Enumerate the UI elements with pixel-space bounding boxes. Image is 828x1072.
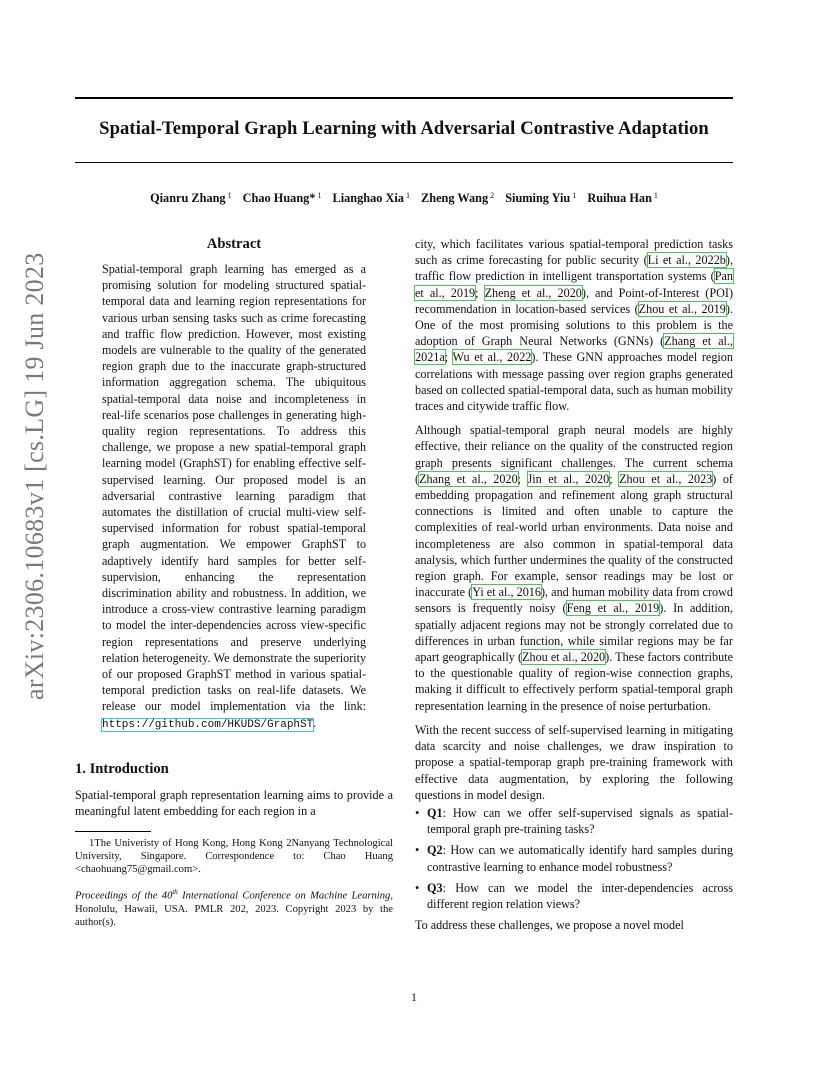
citation-link[interactable]: Zhou et al., 2020 bbox=[522, 650, 606, 665]
citation-link[interactable]: Zhang et al., 2020 bbox=[419, 471, 518, 486]
title-top-rule bbox=[75, 97, 733, 99]
question-list bbox=[415, 805, 733, 912]
list-item: • Q3: How can we model the inter-dependencies across different region relation views? bbox=[415, 880, 733, 912]
affiliation-footnote: 1The Univeristy of Hong Kong, Hong Kong 2Nanyang Technological University, Singapore. Correspondence to: Chao Huang <chaohuang75@gmail.com>. bbox=[75, 838, 393, 876]
abstract-heading: Abstract bbox=[206, 236, 262, 252]
citation-link[interactable]: Zhou et al., 2019 bbox=[638, 301, 726, 316]
left-column bbox=[75, 236, 393, 929]
citation-link[interactable]: Zheng et al., 2020 bbox=[484, 285, 582, 300]
author-list bbox=[75, 191, 733, 206]
section-heading-introduction: 1. Introduction bbox=[75, 760, 169, 777]
list-item: • Q1: How can we offer self-supervised signals as spatial-temporal graph pre-training tasks? bbox=[415, 805, 733, 837]
paper-title: Spatial-Temporal Graph Learning with Adversarial Contrastive Adaptation bbox=[99, 118, 709, 139]
arxiv-stamp: arXiv:2306.10683v1 [cs.LG] 19 Jun 2023 bbox=[20, 252, 49, 700]
author: Siuming Yiu $^1$ bbox=[505, 191, 577, 205]
footnote-rule bbox=[75, 831, 151, 832]
intro-paragraph-continued: city, which facilitates various spatial-temporal prediction tasks such as crime forecasting for public security (Li et al., 2022b), traffic flow prediction in intelligent transportation systems (Pan et al., 2019; Zheng et al., 2020), and Point-of-Interest (POI) recommendation in location-based services (Zhou et al., 2019). One of the most promising solutions to this problem is the adoption of Graph Neural Networks (GNNs) (Zhang et al., 2021a; Wu et al., 2022). These GNN approaches model region correlations with message passing over region graphs generated based on collected spatial-temporal data, such as human mobility traces and citywide traffic flow. bbox=[415, 237, 734, 414]
author: Ruihua Han $^1$ bbox=[587, 191, 658, 205]
github-link[interactable]: https://github.com/HKUDS/GraphST bbox=[102, 718, 314, 731]
proceedings-note: Proceedings of the 40th International Conference on Machine Learning, Honolulu, Hawaii, USA. PMLR 202, 2023. Copyright 2023 by the author(s). bbox=[75, 888, 393, 928]
author: Chao Huang* $^1$ bbox=[242, 191, 322, 205]
citation-link[interactable]: Jin et al., 2020 bbox=[527, 471, 610, 486]
intro-paragraph: Spatial-temporal graph representation learning aims to provide a meaningful latent embedding for each region in a bbox=[75, 787, 393, 819]
proposal-paragraph: To address these challenges, we propose a novel model bbox=[415, 918, 684, 933]
right-column bbox=[415, 236, 733, 933]
citation-link[interactable]: Wu et al., 2022 bbox=[452, 350, 532, 365]
challenges-paragraph: Although spatial-temporal graph neural models are highly effective, their reliance on the quality of the constructed region graph presents significant challenges. The current schema (Zhang et al., 2020; Jin et al., 2020; Zhou et al., 2023) of embedding propagation and refinement along graph structural connections is limited and often unable to capture the complexities of real-world urban environments. Data noise and incompleteness are also common in spatial-temporal data analysis, which further undermines the quality of the constructed region graph. For example, sensor readings may be lost or inaccurate (Yi et al., 2016), and human mobility data from crowd sensors is frequently noisy (Feng et al., 2019). In addition, spatially adjacent regions may not be strongly correlated due to differences in urban function, while similar regions may be far apart geographically (Zhou et al., 2020). These factors contribute to the questionable quality of region-wise connection graphs, making it difficult to effectively perform spatial-temporal graph representation learning in the presence of noise perturbation. bbox=[415, 423, 734, 713]
author: Lianghao Xia $^1$ bbox=[332, 191, 410, 205]
citation-link[interactable]: Yi et al., 2016 bbox=[472, 585, 541, 600]
author: Zheng Wang $^2$ bbox=[421, 191, 495, 205]
abstract-body: Spatial-temporal graph learning has emerged as a promising solution for modeling structured spatial-temporal data and learning region representations for various urban sensing tasks such as crime forecasting and traffic flow prediction. However, most existing models are vulnerable to the quality of the generated region graph due to the inaccurate graph-structured information aggregation schema. The ubiquitous spatial-temporal data noise and incompleteness in real-life scenarios pose challenges in generating high-quality region representations. To address this challenge, we propose a new spatial-temporal graph learning model (GraphST) for enabling effective self-supervised learning. Our proposed model is an adversarial contrastive learning paradigm that automates the distillation of crucial multi-view self-supervised information for robust spatial-temporal graph augmentation. We empower GraphST to adaptively identify hard samples for better self-supervision, enhancing the representation discrimination ability and robustness. In addition, we introduce a cross-view contrastive learning paradigm to model the inter-dependencies across view-specific region representations and preserve underlying relation heterogeneity. We demonstrate the superiority of our proposed GraphST method in various spatial-temporal prediction tasks on real-life datasets. We release our model implementation via the link: https://github.com/HKUDS/GraphST. bbox=[102, 262, 366, 731]
citation-link[interactable]: Li et al., 2022b bbox=[647, 253, 726, 268]
page-number: 1 bbox=[411, 990, 417, 1004]
list-item: • Q2: How can we automatically identify hard samples during contrastive learning to enhance model robustness? bbox=[415, 842, 733, 874]
motivation-paragraph: With the recent success of self-supervised learning in mitigating data scarcity and noise challenges, we draw inspiration to propose a spatial-temporap graph pre-training framework with effective data augmentation, by exploring the following questions in model design. bbox=[415, 722, 733, 802]
title-bottom-rule bbox=[75, 162, 733, 163]
citation-link[interactable]: Feng et al., 2019 bbox=[566, 601, 660, 616]
citation-link[interactable]: Zhang et al., 2021a bbox=[415, 334, 733, 365]
author: Qianru Zhang $^1$ bbox=[150, 191, 232, 205]
citation-link[interactable]: Zhou et al., 2023 bbox=[619, 471, 713, 486]
citation-link[interactable]: Pan et al., 2019 bbox=[415, 269, 733, 300]
